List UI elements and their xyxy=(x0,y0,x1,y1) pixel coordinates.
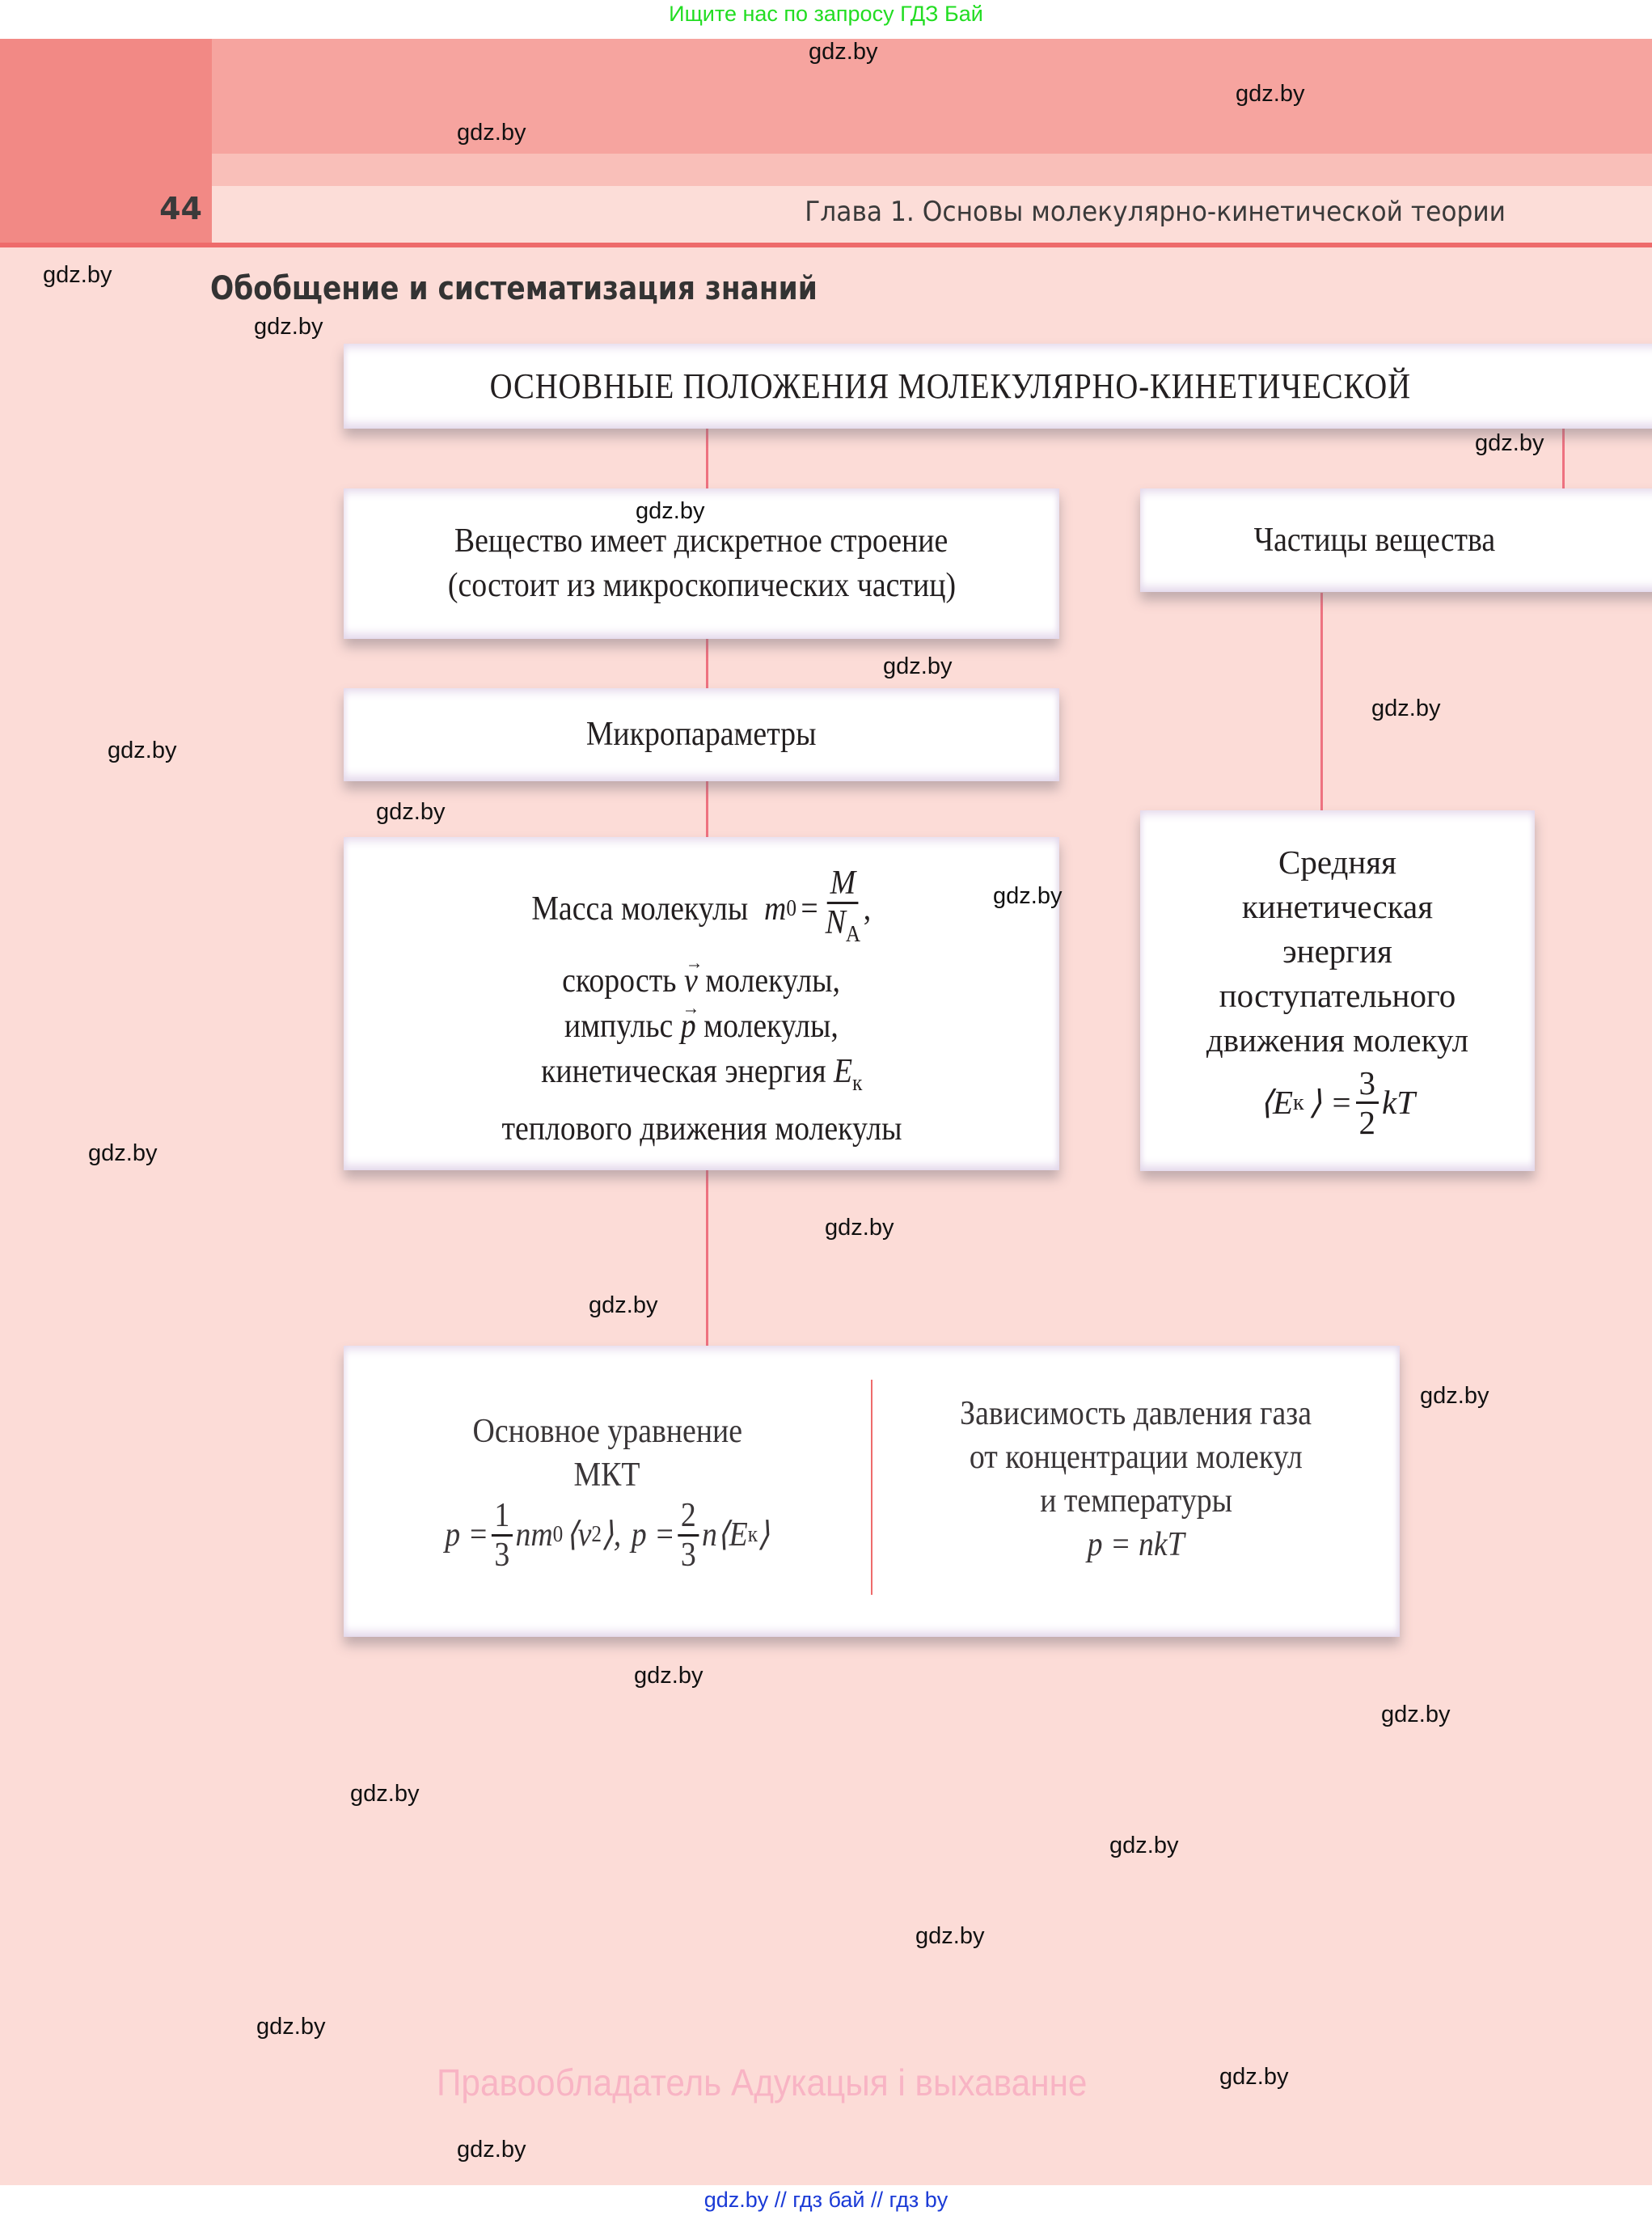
header-band-middle xyxy=(212,154,1652,186)
energy-line-3: энергия xyxy=(1282,932,1392,970)
watermark: gdz.by xyxy=(1236,81,1305,107)
watermark: gdz.by xyxy=(1475,430,1544,456)
pressure-line-1: Зависимость давления газа xyxy=(960,1395,1312,1432)
watermark: gdz.by xyxy=(825,1215,894,1241)
mass-fraction xyxy=(826,865,860,953)
chapter-title: Глава 1. Основы молекулярно-кинетической теории xyxy=(805,196,1506,228)
page-number: 44 xyxy=(159,191,202,226)
mass-subscript: 0 xyxy=(786,895,797,921)
discrete-line-1: Вещество имеет дискретное строение xyxy=(454,522,949,560)
promo-banner[interactable]: Ищите нас по запросу ГДЗ Бай xyxy=(669,2,983,26)
watermark: gdz.by xyxy=(1219,2064,1289,2090)
velocity-vector-symbol: → v xyxy=(684,958,698,1004)
pressure-dependence-column xyxy=(872,1346,1400,1637)
watermark: gdz.by xyxy=(457,120,526,146)
watermark: gdz.by xyxy=(1109,1833,1179,1858)
particles-label: Частицы вещества xyxy=(1253,521,1496,559)
watermark: gdz.by xyxy=(350,1781,420,1807)
energy-formula: ⟨E к ⟩ = $\frac{3}{2}$ kT xyxy=(1259,1064,1416,1141)
molar-mass-symbol: M xyxy=(827,865,859,904)
velocity-line: скорость → v молекулы, xyxy=(563,958,841,1004)
basic-equation-formula: p = $\frac{1}{3}$ nm 0 ⟨v 2 ⟩, p = $\frac{2}{3}$ n⟨E к ⟩ xyxy=(445,1496,770,1574)
average-kinetic-energy-box xyxy=(1140,810,1535,1171)
watermark: gdz.by xyxy=(1420,1383,1489,1409)
particles-box xyxy=(1140,488,1652,592)
connector-particles-to-energy xyxy=(1320,593,1323,810)
footer-links[interactable]: gdz.by // гдз бай // гдз by xyxy=(703,2188,949,2212)
watermark: gdz.by xyxy=(809,39,878,65)
mass-label: Масса молекулы xyxy=(531,890,749,928)
energy-line-2: кинетическая xyxy=(1241,888,1434,925)
energy-fraction: $\frac{3}{2}$ xyxy=(1356,1064,1379,1141)
watermark: gdz.by xyxy=(376,799,446,825)
micro-quantities-box xyxy=(344,837,1059,1170)
diagram-title-box xyxy=(344,344,1652,429)
mkt-equations-box xyxy=(344,1346,1400,1637)
energy-line-1: Средняя xyxy=(1278,844,1397,881)
thermal-motion-line: теплового движения молекулы xyxy=(501,1110,902,1148)
section-title: Обобщение и систематизация знаний xyxy=(210,270,818,307)
momentum-vector-symbol: → p xyxy=(681,1004,696,1049)
connector-micro-to-mass xyxy=(706,781,708,837)
watermark: gdz.by xyxy=(634,1663,703,1689)
watermark: gdz.by xyxy=(254,314,323,340)
connector-title-to-discrete xyxy=(706,429,708,488)
pressure-line-2: от концентрации молекул xyxy=(970,1439,1303,1476)
kinetic-energy-symbol: E xyxy=(833,1052,852,1090)
energy-line-5: движения молекул xyxy=(1206,1021,1469,1059)
pressure-line-3: и температуры xyxy=(1040,1482,1232,1520)
watermark: gdz.by xyxy=(88,1140,158,1166)
watermark: gdz.by xyxy=(589,1292,658,1318)
kinetic-energy-line: кинетическая энергия $E_к$ xyxy=(540,1052,863,1096)
basic-equation-line-2: МКТ xyxy=(574,1456,640,1494)
header-band-top xyxy=(212,39,1652,154)
mass-equals: = xyxy=(801,890,818,928)
mass-symbol: m xyxy=(764,890,787,928)
connector-title-to-particles xyxy=(1562,429,1565,488)
energy-line-4: поступательного xyxy=(1219,977,1456,1014)
microparameters-box xyxy=(344,688,1059,781)
discrete-line-2: (состоит из микроскопических частиц) xyxy=(447,567,956,604)
watermark: gdz.by xyxy=(1381,1702,1451,1727)
watermark: gdz.by xyxy=(915,1923,985,1949)
watermark: gdz.by xyxy=(256,2014,326,2040)
watermark: gdz.by xyxy=(883,653,953,679)
watermark: gdz.by xyxy=(108,738,177,763)
watermark: gdz.by xyxy=(636,498,705,524)
basic-equation-column xyxy=(344,1346,871,1637)
connector-mass-to-bottom xyxy=(706,1170,708,1346)
watermark: gdz.by xyxy=(1371,696,1441,721)
connector-discrete-to-micro xyxy=(706,639,708,688)
diagram-title: ОСНОВНЫЕ ПОЛОЖЕНИЯ МОЛЕКУЛЯРНО-КИНЕТИЧЕСКОЙ xyxy=(489,366,1411,406)
avogadro-symbol: $N_A$ xyxy=(825,903,861,947)
microparameters-label: Микропараметры xyxy=(586,716,817,753)
watermark: gdz.by xyxy=(43,262,112,288)
copyright-notice: Правообладатель Адукацыя і выхаванне xyxy=(437,2061,1088,2103)
mass-comma: , xyxy=(863,890,872,928)
pressure-formula: p = nkT xyxy=(1087,1526,1185,1563)
basic-equation-line-1: Основное уравнение xyxy=(472,1412,742,1450)
momentum-line: импульс → p молекулы, xyxy=(564,1004,839,1049)
watermark: gdz.by xyxy=(457,2137,526,2163)
watermark: gdz.by xyxy=(993,883,1063,909)
